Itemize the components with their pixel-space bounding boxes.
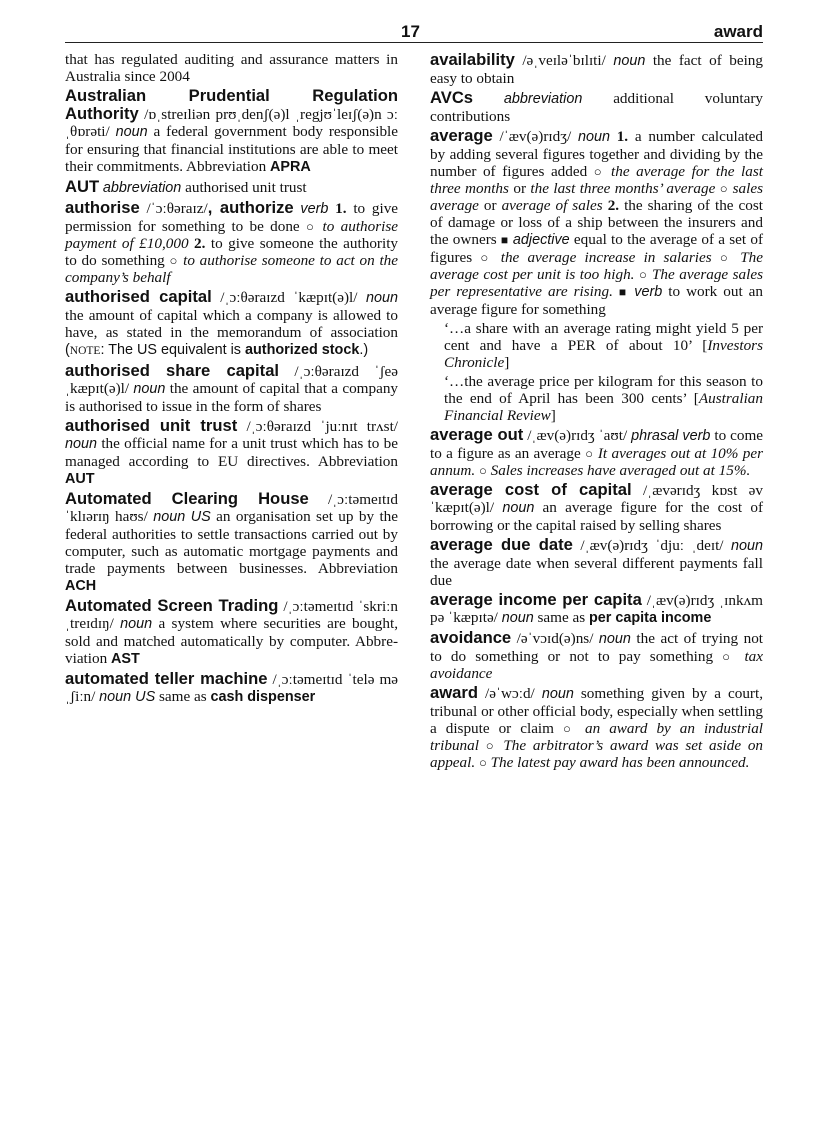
definition-text: additional voluntary contributions: [430, 90, 763, 125]
part-of-speech: abbreviation: [503, 91, 583, 107]
dictionary-entry-authorise: [65, 199, 398, 286]
definition-text: [732, 249, 740, 266]
dictionary-entry-aut: [65, 178, 398, 197]
example-bullet-icon: ○: [593, 164, 605, 179]
definition-text: /əˈvɔɪd(ə)ns/: [511, 630, 599, 647]
definition-text: to come to a figure as an average: [430, 427, 763, 462]
definition-text: ‘…the average price per kilogram for this season to the end of April has been 300 cents’ [: [444, 373, 763, 407]
dictionary-entry-avoidance: [430, 629, 763, 682]
dictionary-entry-average-out: [430, 426, 763, 479]
part-of-speech: verb: [634, 284, 663, 300]
part-of-speech: noun: [598, 631, 631, 647]
example: average of sales: [501, 197, 603, 214]
definition-text: equal to the average of a set of figures: [430, 231, 764, 266]
definition-text: /ɒˌstreɪliən prʊˌdenʃ(ə)l ˌregjʊˈleɪʃ(ə)n ɔːˌθɒrəti/: [65, 106, 398, 140]
example-bullet-icon: ○: [478, 463, 487, 478]
example: The average sales per representative are rising.: [430, 266, 764, 300]
dictionary-entry-authorised-capital: [65, 288, 398, 360]
example: sales average: [430, 180, 763, 214]
definition-text: [576, 720, 585, 737]
dictionary-page: [65, 22, 764, 771]
pos-change-square-icon: ■: [618, 285, 629, 299]
sense-number: 2.: [194, 235, 206, 252]
headword: average out: [430, 425, 524, 444]
definition-text: to work out an average figure for something: [430, 283, 763, 318]
example-bullet-icon: ○: [719, 181, 729, 196]
definition-text: [712, 249, 720, 266]
headword: availability: [430, 50, 515, 69]
definition-text: authorised unit trust: [181, 179, 307, 196]
part-of-speech: verb: [300, 201, 329, 217]
dictionary-entry-ast: [65, 597, 398, 668]
dictionary-entry-availability: [430, 51, 763, 87]
part-of-speech: noun: [577, 129, 610, 145]
cross-reference: APRA: [270, 159, 311, 175]
definition-text: [479, 737, 486, 754]
headword: , authorize: [207, 198, 294, 217]
example: Sales increases have averaged out at 15%.: [490, 462, 751, 479]
dictionary-entry-award: [430, 684, 763, 771]
definition-text: /ˌɔːtəmeɪtɪd ˈskriːn ˌtreɪdɪŋ/: [65, 598, 398, 632]
note-label: NOTE: [69, 345, 101, 357]
definition-text: the average date when several different payments fall due: [430, 555, 763, 589]
definition-text: /ˌɔːθəraɪzd ˈkæpɪt(ə)l/: [211, 289, 366, 306]
usage-note: .): [359, 342, 369, 358]
part-of-speech: noun: [730, 538, 763, 554]
definition-text: [473, 90, 504, 107]
definition-text: or: [478, 197, 502, 214]
cross-reference: AST: [110, 651, 140, 667]
definition-text: the amount of capital that a company is authorised to issue in the form of shares: [65, 380, 399, 415]
usage-note: : The US equivalent is: [100, 342, 245, 358]
headword: automated teller machine: [65, 669, 268, 688]
cross-reference: authorized stock: [245, 342, 360, 358]
headword: average cost of capital: [430, 480, 632, 499]
dictionary-entry-aprc: [65, 87, 398, 176]
definition-text: /ˌɔːtəmeɪtɪd ˈtelə məˌʃiːn/: [65, 671, 399, 705]
definition-text: that has regulated auditing and assurance matters in Australia since 2004: [65, 51, 398, 85]
headword: award: [430, 683, 478, 702]
definition-text: ]: [550, 407, 556, 424]
definition-text: an organisation set up by the federal authorities to settle transactions carried out by computer, such as automatic mortgage payments and trade payments between businesses. Abbreviation: [65, 508, 398, 577]
source-citation: Australian Financial Review: [444, 390, 763, 424]
definition-text: /əˈwɔːd/: [477, 685, 542, 702]
definition-text: /əˌveɪləˈbɪlɪti/: [514, 52, 614, 69]
dictionary-entry-atm: [65, 670, 398, 706]
definition-text: /ˌɔːtəmeɪtɪd ˈklɪərɪŋ haʊs/: [65, 491, 398, 525]
usage-note: (: [65, 342, 70, 358]
definition-text: /ˌæv(ə)rɪdʒ ˌɪnkʌm pə ˈkæpɪtə/: [430, 592, 763, 626]
example: The average cost per unit is too high.: [430, 249, 763, 283]
definition-text: /ˈɔːθəraɪz/: [139, 200, 208, 217]
dictionary-entry-cont: [65, 51, 398, 85]
cross-reference: ACH: [65, 578, 97, 594]
part-of-speech: noun: [541, 686, 574, 702]
headword: Automated Clearing House: [65, 489, 309, 508]
definition-text: the amount of capital which a company is allowed to have, as stated in the memorandum of association: [65, 307, 398, 341]
definition-text: same as: [155, 688, 211, 705]
citation-quote: [430, 320, 763, 371]
part-of-speech: phrasal verb: [631, 428, 711, 444]
part-of-speech: noun: [502, 500, 535, 516]
dictionary-entry-average: [430, 127, 763, 318]
headword: authorised capital: [65, 287, 212, 306]
example: to authorise payment of £10,000: [65, 218, 399, 252]
cross-reference: cash dispenser: [210, 689, 316, 705]
left-column: [65, 51, 398, 708]
headword: authorised unit trust: [65, 416, 238, 435]
sense-number: 1.: [335, 200, 347, 217]
dictionary-entry-avcs: [430, 89, 763, 125]
definition-text: [604, 163, 611, 180]
definition-text: ]: [504, 354, 510, 371]
example-bullet-icon: ○: [169, 253, 179, 268]
definition-text: /ˌævərɪdʒ kɒst əv ˈkæpɪt(ə)l/: [430, 482, 764, 516]
definition-text: /ˌɔːθəraɪzd ˈjuːnɪt trʌst/: [237, 418, 399, 435]
definition-text: an average figure for the cost of borrowing or the capital raised by selling shares: [430, 499, 764, 534]
definition-text: /ˈæv(ə)rɪdʒ/: [492, 128, 578, 145]
example: the average for the last three months: [430, 163, 763, 197]
part-of-speech: adjective: [512, 232, 570, 248]
example-bullet-icon: ○: [638, 267, 648, 282]
definition-text: or: [508, 180, 531, 197]
example-bullet-icon: ○: [562, 721, 577, 736]
example: The latest pay award has been announced.: [490, 754, 750, 771]
part-of-speech: noun: [115, 124, 148, 140]
example: It averages out at 10% per annum.: [430, 445, 764, 479]
definition-text: the official name for a unit trust which has to be managed according to EU directives. Abbreviation: [65, 435, 398, 470]
example: tax avoidance: [430, 648, 764, 682]
dictionary-entry-ach: [65, 490, 398, 595]
guide-word: award: [713, 22, 763, 41]
definition-text: /ˌæv(ə)rɪdʒ ˈaʊt/: [523, 427, 632, 444]
definition-text: the sharing of the cost of damage or loss of a ship between the insurers and the owners: [430, 197, 764, 248]
definition-text: a number calculated by adding several figures together and dividing by the number of figures added: [430, 128, 764, 180]
page-number: 17: [401, 22, 420, 41]
part-of-speech: noun US: [99, 689, 156, 705]
example-bullet-icon: ○: [585, 446, 594, 461]
example: the last three months’ average: [530, 180, 716, 197]
part-of-speech: noun: [120, 616, 153, 632]
part-of-speech: noun: [501, 610, 534, 626]
definition-text: same as: [533, 609, 589, 626]
dictionary-entry-average-due-date: [430, 536, 763, 589]
definition-text: the act of trying not to do something or not to pay something: [430, 630, 764, 665]
sense-number: 2.: [607, 197, 620, 214]
definition-text: to give permission for something to be done: [65, 200, 399, 235]
example-bullet-icon: ○: [485, 738, 497, 753]
example: The arbitrator’s award was set aside on appeal.: [430, 737, 764, 771]
headword: average: [430, 126, 493, 145]
headword: AVCs: [430, 88, 474, 107]
citation-quote: [430, 373, 763, 424]
headword: AUT: [65, 177, 100, 196]
definition-text: ‘…a share with an average rating might yield 5 per cent and have a PER of about 10’ [: [444, 320, 763, 354]
definition-text: the fact of being easy to obtain: [430, 52, 763, 87]
example: an award by an industrial tribunal: [430, 720, 764, 754]
page-header: [65, 22, 763, 43]
part-of-speech: noun: [133, 381, 166, 397]
dictionary-entry-average-cost-of-capital: [430, 481, 763, 534]
example: to authorise someone to act on the company’s behalf: [65, 252, 399, 286]
headword: authorised share capital: [65, 361, 280, 380]
definition-text: [493, 249, 501, 266]
definition-text: a system where securities are bought, sold and matched automatically by computer. Abbreviation: [65, 615, 398, 667]
dictionary-entry-authorised-share-capital: [65, 362, 398, 415]
cross-reference: per capita income: [588, 610, 712, 626]
definition-text: [610, 128, 617, 145]
example: the average increase in salaries: [500, 249, 712, 266]
headword: avoidance: [430, 628, 512, 647]
part-of-speech: abbreviation: [102, 180, 182, 196]
definition-text: /ˌæv(ə)rɪdʒ ˈdjuː ˌdeɪt/: [572, 537, 731, 554]
right-column: [430, 51, 763, 773]
example-bullet-icon: ○: [722, 649, 736, 664]
example-bullet-icon: ○: [478, 755, 487, 770]
headword: Australian Prudential Regulation Authority: [65, 86, 398, 123]
headword: Automated Screen Trading: [65, 596, 279, 615]
example-bullet-icon: ○: [719, 250, 733, 265]
definition-text: something given by a court, tribunal or other official body, especially when settling a dispute or claim: [430, 685, 764, 737]
definition-text: a federal government body responsible for ensuring that financial institutions are able to meet their commitments. Abbreviation: [65, 123, 399, 175]
definition-text: /ˌɔːθəraɪzd ˈʃeə ˌkæpɪt(ə)l/: [65, 363, 398, 397]
part-of-speech: noun: [65, 436, 98, 452]
headword: average due date: [430, 535, 573, 554]
example-bullet-icon: ○: [305, 219, 317, 234]
dictionary-entry-average-income-per-capita: [430, 591, 763, 627]
source-citation: Investors Chronicle: [444, 337, 763, 371]
pos-change-square-icon: ■: [500, 233, 509, 247]
headword: average income per capita: [430, 590, 642, 609]
dictionary-entry-authorised-unit-trust: [65, 417, 398, 488]
definition-text: to give someone the authority to do something: [65, 235, 399, 269]
sense-number: 1.: [616, 128, 629, 145]
headword: authorise: [65, 198, 140, 217]
part-of-speech: noun: [613, 53, 646, 69]
part-of-speech: noun: [365, 290, 398, 306]
part-of-speech: noun US: [153, 509, 211, 525]
example-bullet-icon: ○: [480, 250, 493, 265]
cross-reference: AUT: [65, 471, 95, 487]
